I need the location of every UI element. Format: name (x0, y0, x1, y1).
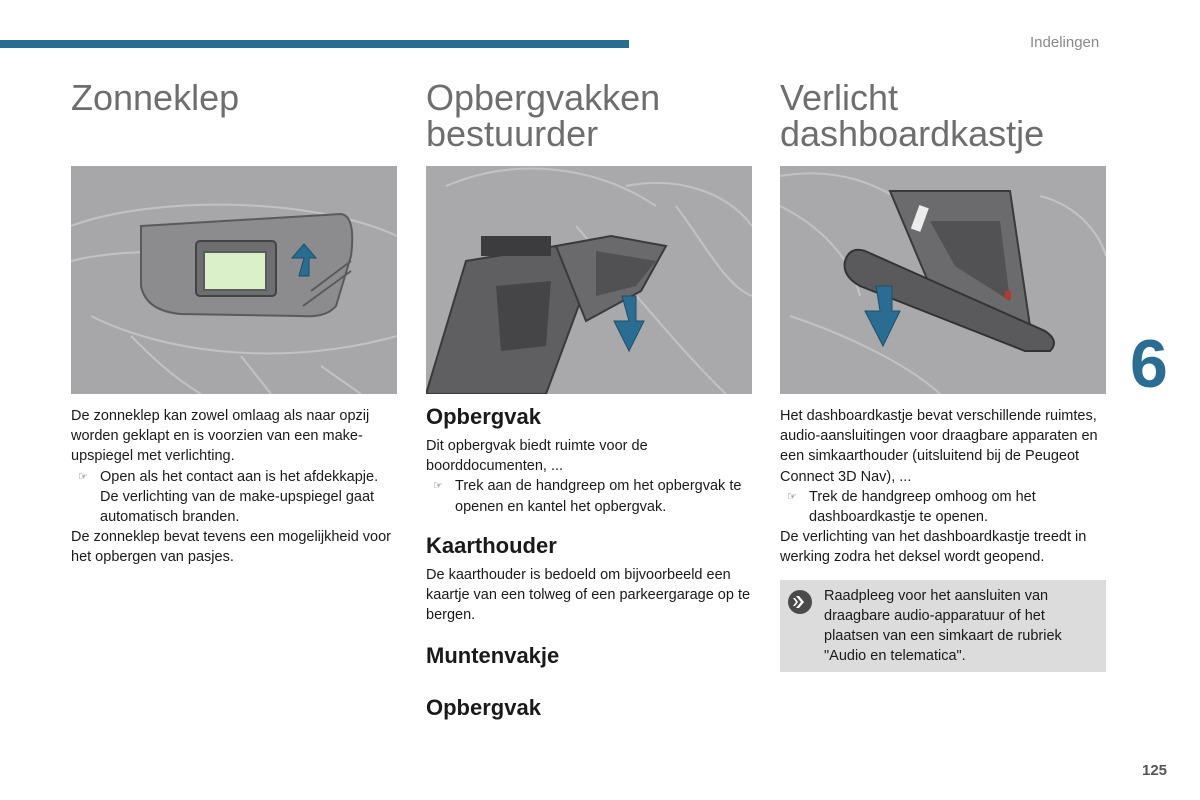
bullet-item (780, 487, 1106, 527)
bullet-item (71, 467, 397, 528)
paragraph: De zonneklep bevat tevens een mogelijkheid voor het opbergen van pasjes. (71, 529, 392, 566)
note-text: Raadpleeg voor het aansluiten van draagbare audio-apparatuur of het plaatsen van een simkaart de rubriek "Audio en telematica". (824, 587, 1062, 665)
bullet-hand-icon: ☞ (433, 480, 443, 493)
glovebox-illustration (780, 166, 1106, 394)
paragraph: De verlichting van het dashboardkastje treedt in werking zodra het deksel wordt geopend. (780, 529, 1087, 566)
subheading-storage-2: Opbergvak (426, 695, 541, 721)
column-title: Verlicht dashboardkastje (780, 77, 1045, 154)
bullet-hand-icon: ☞ (787, 490, 797, 503)
bullet-text: Trek de handgreep omhoog om het dashboardkastje te openen. (809, 488, 1036, 526)
subheading-coin-tray: Muntenvakje (426, 643, 560, 669)
paragraph: Dit opbergvak biedt ruimte voor de boorddocumenten, ... (426, 438, 648, 475)
bullet-text: Open als het contact aan is het afdekkapje. De verlichting van de make-upspiegel gaat automatisch branden. (100, 468, 379, 526)
subheading-card-holder: Kaarthouder (426, 532, 557, 558)
paragraph: Het dashboardkastje bevat verschillende ruimtes, audio-aansluitingen voor draagbare apparaten en een simkaarthouder (uitsluitend bij de Peugeot Connect 3D Nav), ... (780, 408, 1098, 485)
chapter-number: 6 (1130, 326, 1168, 402)
column-title: Opbergvakken bestuurder (426, 77, 661, 154)
page-number: 125 (1142, 762, 1168, 779)
info-chevron-icon (788, 590, 812, 614)
info-note (780, 580, 1106, 673)
column-driver-storage (426, 77, 752, 721)
subheading-storage: Opbergvak (426, 404, 541, 429)
header-accent-bar (0, 40, 629, 48)
driver-storage-illustration (426, 166, 752, 394)
paragraph: De kaarthouder is bedoeld om bijvoorbeeld een kaartje van een tolweg of een parkeergarage op te bergen. (426, 566, 751, 624)
column-title: Zonneklep (71, 77, 240, 118)
column-sun-visor (71, 77, 397, 568)
section-label: Indelingen (1030, 34, 1100, 51)
bullet-item (426, 476, 752, 516)
sun-visor-illustration (71, 166, 397, 394)
bullet-text: Trek aan de handgreep om het opbergvak te openen en kantel het opbergvak. (455, 478, 742, 515)
column-glovebox (780, 77, 1106, 672)
bullet-hand-icon: ☞ (78, 470, 88, 483)
paragraph: De zonneklep kan zowel omlaag als naar opzij worden geklapt en is voorzien van een make-upspiegel met verlichting. (71, 408, 370, 465)
